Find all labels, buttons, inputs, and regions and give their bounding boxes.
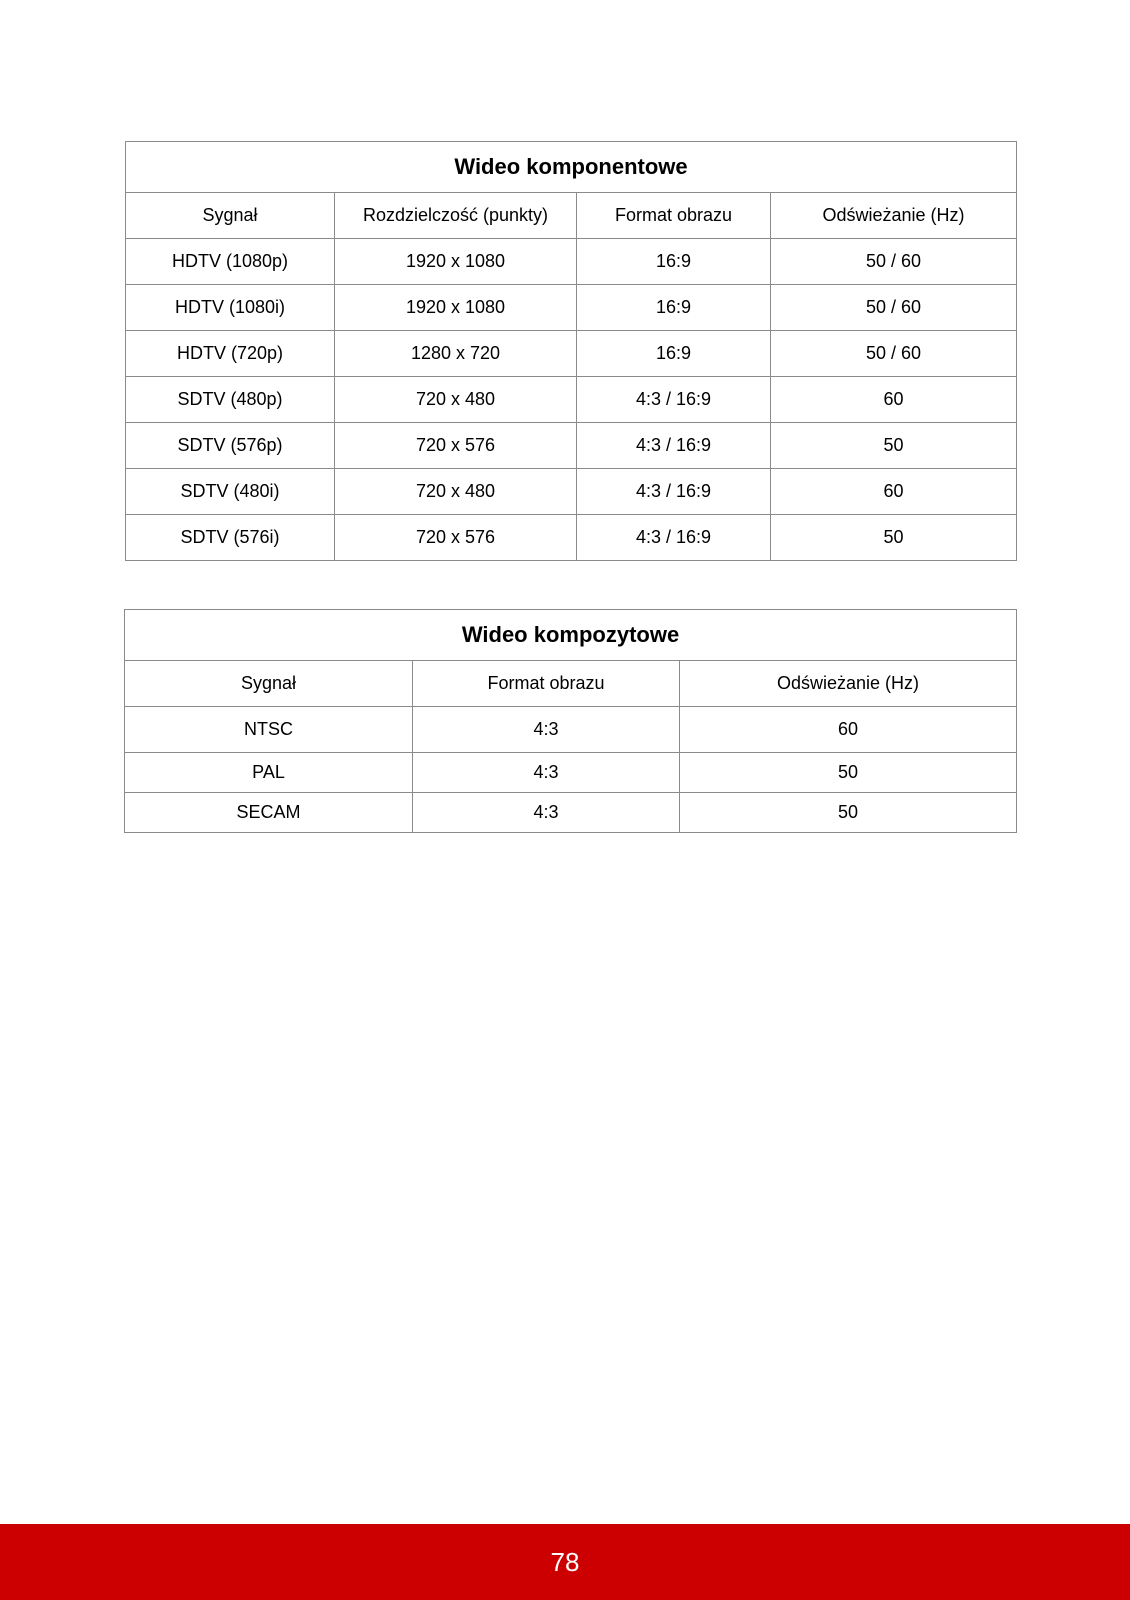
table-header-row (125, 661, 1017, 707)
table-cell: SDTV (576p) (126, 423, 335, 469)
table-cell: 50 (771, 423, 1017, 469)
table-cell: 50 / 60 (771, 331, 1017, 377)
header-signal: Sygnał (125, 661, 413, 707)
table-row (126, 239, 1017, 285)
table-cell: 4:3 / 16:9 (577, 423, 771, 469)
table-cell: NTSC (125, 707, 413, 753)
table-cell: 50 (771, 515, 1017, 561)
table-cell: 60 (680, 707, 1017, 753)
table-row (126, 423, 1017, 469)
table-cell: SDTV (480i) (126, 469, 335, 515)
table-cell: 720 x 576 (335, 515, 577, 561)
table-cell: 1280 x 720 (335, 331, 577, 377)
header-resolution: Rozdzielczość (punkty) (335, 193, 577, 239)
table-cell: 60 (771, 377, 1017, 423)
component-video-title: Wideo komponentowe (126, 142, 1017, 193)
table-cell: 50 (680, 753, 1017, 793)
table-cell: 50 / 60 (771, 285, 1017, 331)
table-cell: 1920 x 1080 (335, 285, 577, 331)
table-cell: 4:3 (413, 793, 680, 833)
table-cell: 1920 x 1080 (335, 239, 577, 285)
page-number: 78 (550, 1546, 580, 1577)
composite-video-table (124, 609, 1017, 833)
table-cell: HDTV (1080i) (126, 285, 335, 331)
table-row (125, 793, 1017, 833)
table-cell: 16:9 (577, 331, 771, 377)
table-cell: 720 x 576 (335, 423, 577, 469)
header-refresh-rate: Odświeżanie (Hz) (680, 661, 1017, 707)
page-footer (0, 1524, 1130, 1600)
table-cell: 50 / 60 (771, 239, 1017, 285)
table-cell: SDTV (576i) (126, 515, 335, 561)
table-row (126, 515, 1017, 561)
component-video-table (125, 141, 1017, 561)
table-cell: SDTV (480p) (126, 377, 335, 423)
table-cell: 4:3 (413, 707, 680, 753)
table-cell: 4:3 (413, 753, 680, 793)
header-aspect-ratio: Format obrazu (577, 193, 771, 239)
table-cell: PAL (125, 753, 413, 793)
table-cell: 4:3 / 16:9 (577, 377, 771, 423)
header-signal: Sygnał (126, 193, 335, 239)
header-aspect-ratio: Format obrazu (413, 661, 680, 707)
table-cell: 50 (680, 793, 1017, 833)
table-row (126, 331, 1017, 377)
table-cell: 16:9 (577, 239, 771, 285)
table-row (126, 377, 1017, 423)
table-row (125, 753, 1017, 793)
table-cell: HDTV (1080p) (126, 239, 335, 285)
table-cell: HDTV (720p) (126, 331, 335, 377)
table-cell: 4:3 / 16:9 (577, 469, 771, 515)
table-cell: SECAM (125, 793, 413, 833)
table-cell: 60 (771, 469, 1017, 515)
table-cell: 16:9 (577, 285, 771, 331)
composite-video-title: Wideo kompozytowe (125, 610, 1017, 661)
table-row (126, 285, 1017, 331)
table-cell: 4:3 / 16:9 (577, 515, 771, 561)
table-cell: 720 x 480 (335, 469, 577, 515)
table-row (125, 707, 1017, 753)
table-header-row (126, 193, 1017, 239)
table-row (126, 469, 1017, 515)
header-refresh-rate: Odświeżanie (Hz) (771, 193, 1017, 239)
table-cell: 720 x 480 (335, 377, 577, 423)
